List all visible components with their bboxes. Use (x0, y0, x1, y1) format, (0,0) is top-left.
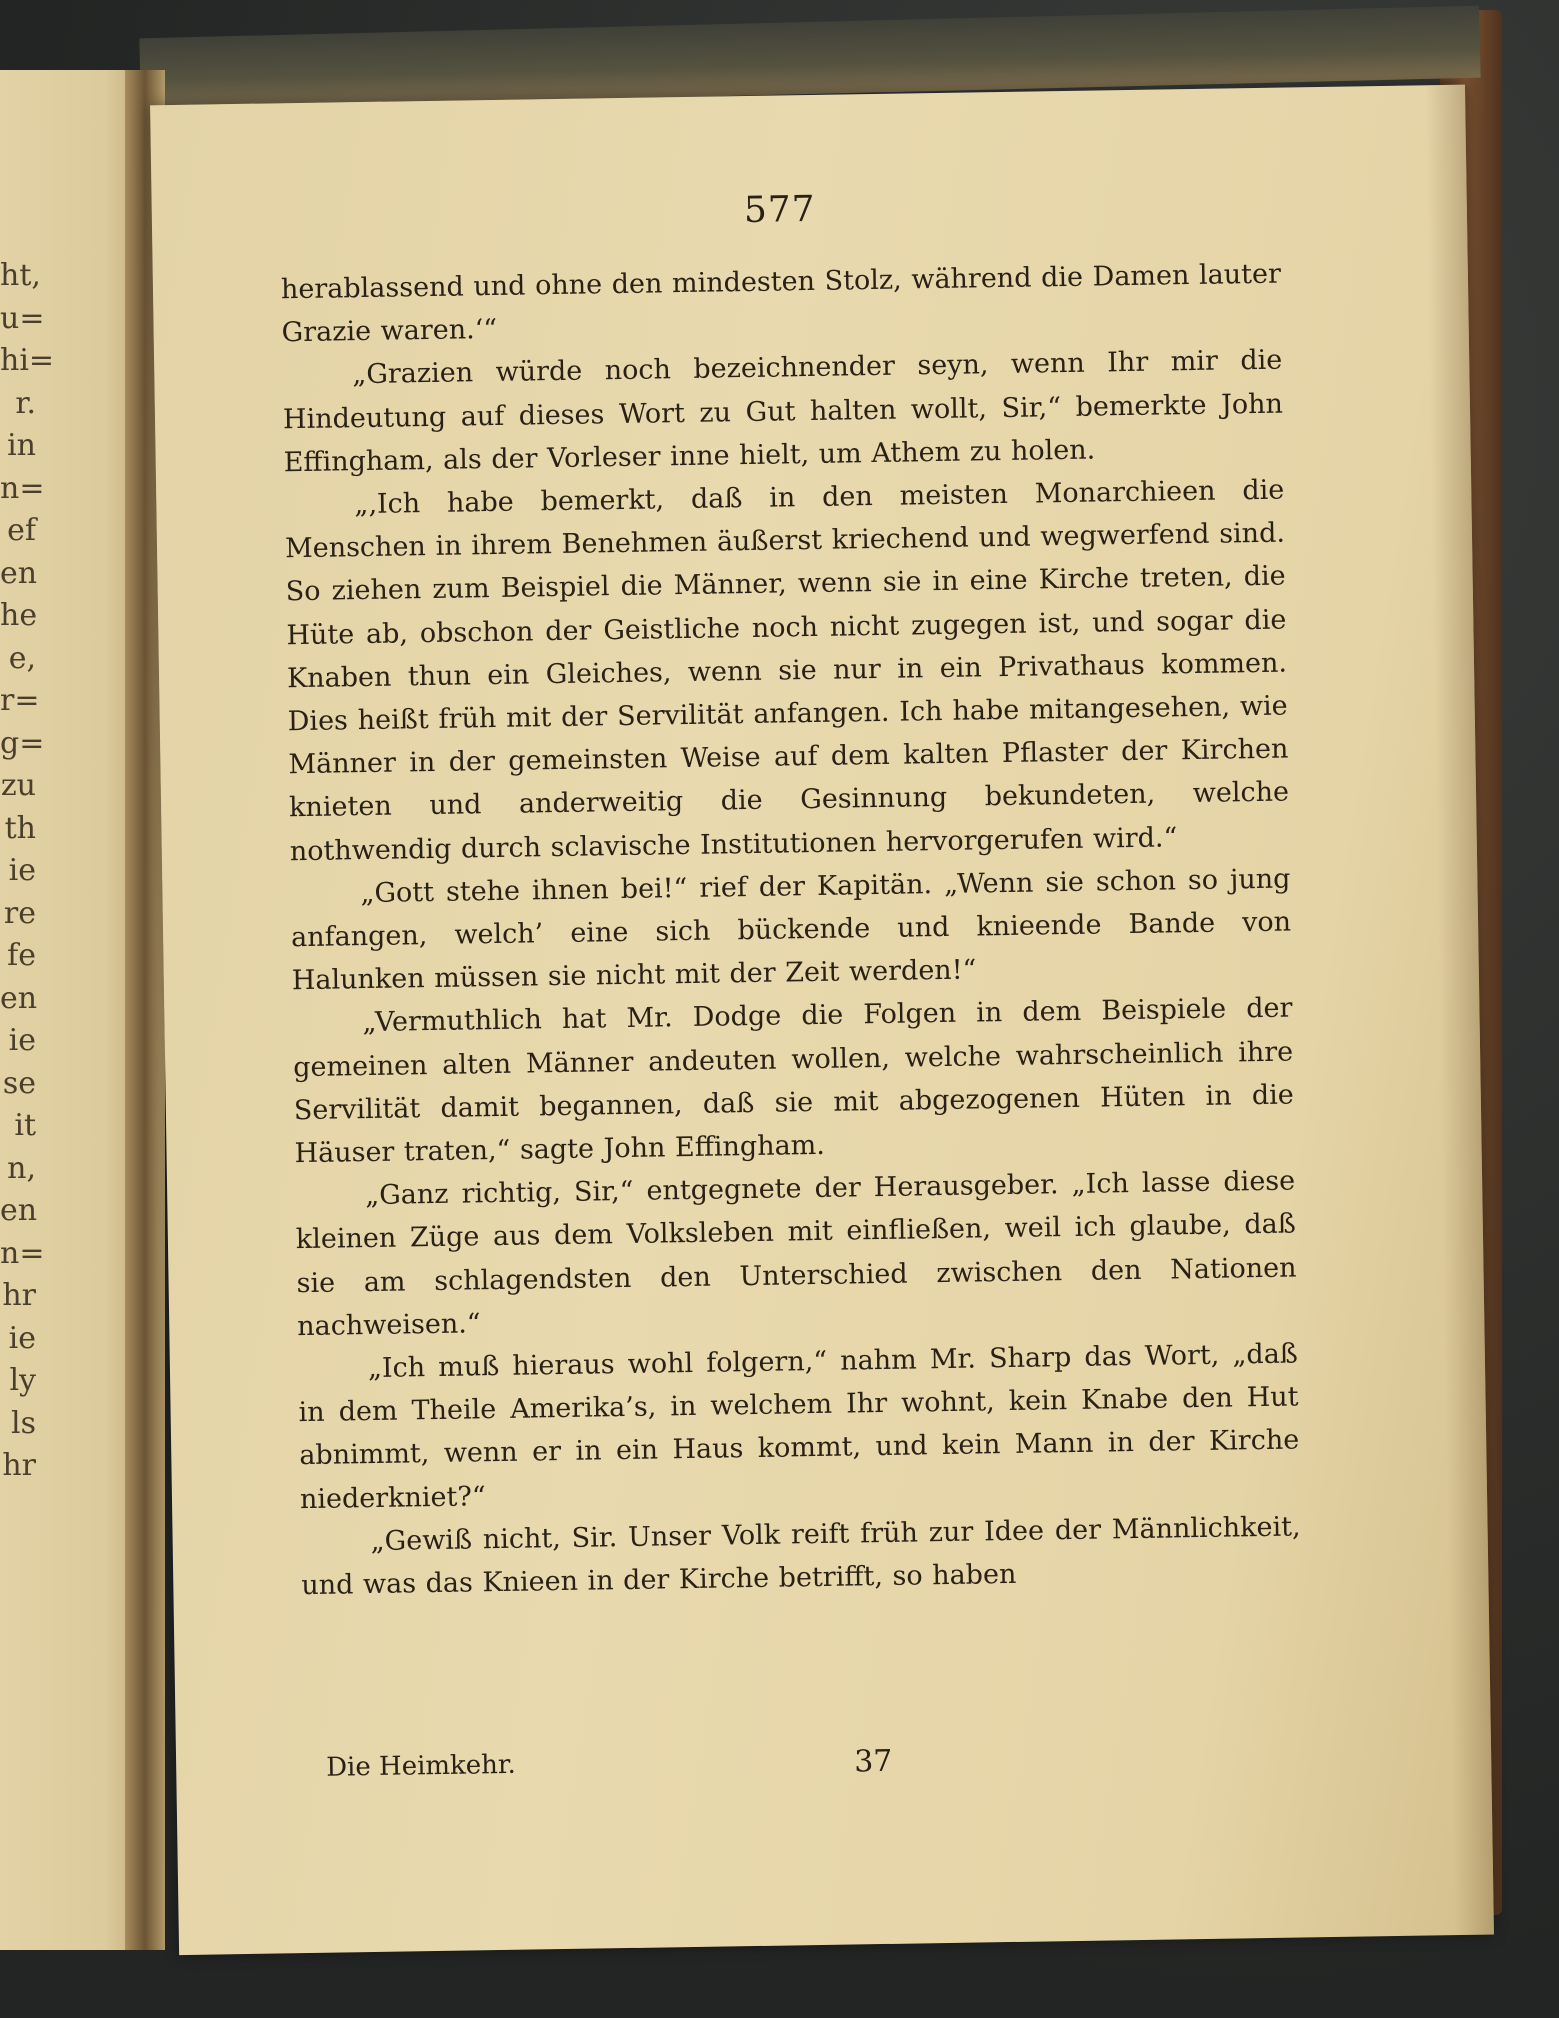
left-page-text-fragment: en (0, 1193, 38, 1228)
left-page-text-fragment: se (2, 1065, 36, 1101)
page-text-block (279, 173, 1301, 1608)
left-page-text-fragment: en (0, 555, 38, 591)
left-page-text-fragment: n, (7, 1150, 36, 1186)
left-page-text-fragment: ef (7, 513, 36, 548)
left-page-text-fragment: in (7, 428, 36, 463)
page-number: 577 (743, 188, 816, 232)
paragraph: „Ganz richtig, Sir,“ entgegnete der Herausgeber. „Ich lasse diese kleinen Züge aus dem Volksleben mit einfließen, weil ich glaube, daß sie am schlagendsten den Unterschied zwischen den Nationen nachweisen.“ (295, 1165, 1297, 1343)
left-page-text-fragment: zu (0, 768, 36, 803)
left-page-text-fragment: u= (0, 300, 45, 336)
left-page-text-fragment: ie (8, 853, 36, 888)
left-page-text-fragment: ie (8, 1320, 36, 1356)
left-page-text-fragment: ly (9, 1363, 36, 1398)
left-page-text-fragment: n= (0, 470, 45, 506)
left-page-text-fragment: it (14, 1108, 36, 1143)
left-page-text-fragment: r. (15, 385, 36, 421)
left-page-text-fragment: ht, (0, 258, 41, 293)
left-page-text-fragment: fe (7, 938, 36, 973)
left-page-text-fragment: r= (0, 683, 40, 718)
page-footer (304, 1737, 1305, 1797)
left-page-text-fragment: ie (8, 1023, 36, 1058)
paragraph: „Gewiß nicht, Sir. Unser Volk reift früh zur Idee der Männlichkeit, und was das Knieen in der Kirche betrifft, so haben (301, 1511, 1301, 1602)
paragraph: „Grazien würde noch bezeichnender seyn, wenn Ihr mir die Hindeutung auf dieses Wort zu Gut halten wollt, Sir,“ bemerkte John Effingham, als der Vorleser inne hielt, um Athem zu holen. (282, 344, 1284, 479)
paragraph: „Ich muß hieraus wohl folgern,“ nahm Mr. Sharp das Wort, „daß in dem Theile Amerika’s, in welchem Ihr wohnt, kein Knabe den Hut abnimmt, wenn er in ein Haus kommt, und kein Mann in der Kirche niederkniet?“ (298, 1338, 1300, 1515)
paragraph: „Gott stehe ihnen bei!“ rief der Kapitän. „Wenn sie schon so jung anfangen, welch’ eine sich bückende und knieende Bande von Halunken müssen sie nicht mit der Zeit werden!“ (290, 863, 1292, 997)
paragraph: „Vermuthlich hat Mr. Dodge die Folgen in dem Beispiele der gemeinen alten Männer andeuten wollen, welche wahrscheinlich ihre Servilität damit begannen, daß sie mit abgezogenen Hüten in die Häuser traten,“ sagte John Effingham. (292, 992, 1295, 1170)
left-page-text-fragment: g= (0, 725, 45, 761)
signature-mark: 37 (853, 1743, 893, 1780)
left-page-text-fragment: e, (8, 640, 36, 676)
left-page-text-fragment: en (0, 980, 38, 1016)
footer-running-title: Die Heimkehr. (325, 1749, 517, 1783)
left-page-text-fragment: re (3, 895, 36, 931)
left-page-text-fragment: ls (11, 1405, 36, 1441)
left-page-text-fragment: hr (2, 1278, 36, 1313)
right-page (150, 85, 1494, 1955)
paragraph: herablassend und ohne den mindesten Stolz, während die Damen lauter Grazie waren.‘“ (280, 258, 1282, 349)
left-page-text-fragment: n= (0, 1235, 45, 1271)
left-page-text-fragment: he (0, 598, 38, 633)
left-page-text-fragment: hi= (0, 343, 55, 378)
left-page-text-fragment: hr (2, 1448, 36, 1483)
paragraph: „‚Ich habe bemerkt, daß in den meisten Monarchieen die Menschen in ihrem Benehmen äußerst kriechend und wegwerfend sind. So ziehen zum Beispiel die Männer, wenn sie in eine Kirche treten, die Hüte ab, obschon der Geistliche noch nicht zugegen ist, und sogar die Knaben thun ein Gleiches, wenn sie nur in ein Privathaus kommen. Dies heißt früh mit der Servilität anfangen. Ich habe mitangesehen, wie Männer in der gemeinsten Weise auf dem kalten Pflaster der Kirchen knieten und anderweitig die Gesinnung bekundeten, welche nothwendig durch sclavische Institutionen hervorgerufen wird.“ (284, 474, 1290, 867)
left-page-text-fragment: th (4, 810, 36, 846)
